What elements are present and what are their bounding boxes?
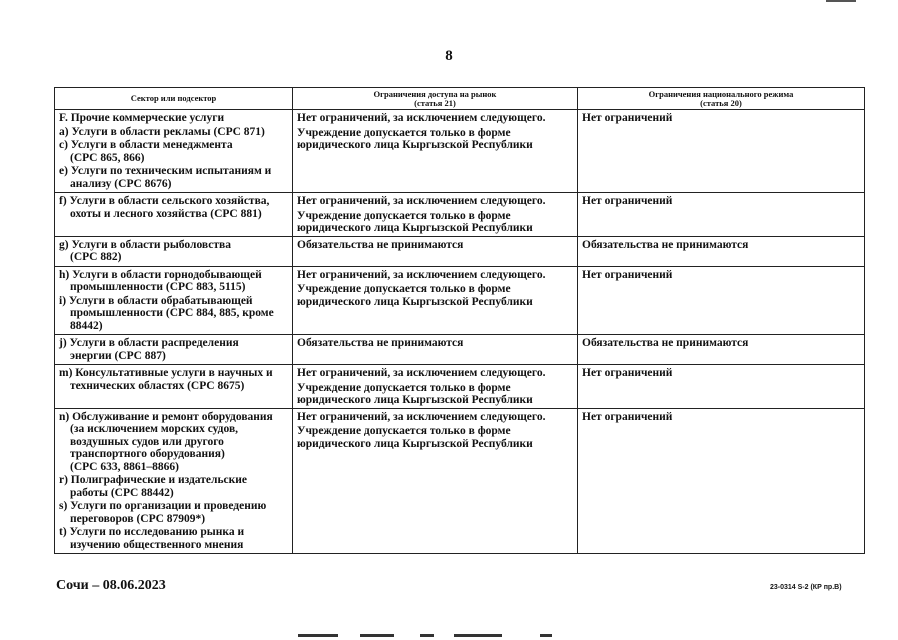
header-market-access-label: Ограничения доступа на рынок xyxy=(373,88,497,99)
national-treatment-text: Обязательства не принимаются xyxy=(582,337,749,349)
sector-item-line: (CPC 865, 866) xyxy=(70,151,145,164)
sector-item xyxy=(59,269,287,294)
national-treatment-text: Нет ограничений xyxy=(582,112,673,124)
sector-item-line: изучению общественного мнения xyxy=(70,538,244,551)
market-access-text: Учреждение допускается только в форме юридического лица Кыргызской Республики xyxy=(297,283,533,308)
national-treatment-cell xyxy=(578,335,865,365)
market-access-text: Учреждение допускается только в форме юридического лица Кыргызской Республики xyxy=(297,425,533,450)
national-treatment-cell xyxy=(578,408,865,554)
sector-cell xyxy=(55,110,293,193)
sector-item-line: c) Услуги в области менеджмента xyxy=(59,139,233,151)
header-national-treatment xyxy=(578,88,865,110)
sector-item xyxy=(59,337,287,362)
sector-item-line: r) Полиграфические и издательские xyxy=(59,474,248,486)
sector-item-line: (CPC 882) xyxy=(70,251,122,263)
national-treatment-text: Обязательства не принимаются xyxy=(582,238,749,251)
sector-item-line: охоты и лесного хозяйства (CPC 881) xyxy=(70,207,262,220)
sector-item xyxy=(59,165,287,190)
sector-item-line: (CPC 633, 8861–8866) xyxy=(70,460,179,473)
sector-item-line: технических областях (CPC 8675) xyxy=(70,379,245,392)
scan-mark xyxy=(298,634,338,637)
table-row xyxy=(55,110,865,193)
sector-item-line: 88442) xyxy=(70,319,103,332)
table-row xyxy=(55,408,865,554)
sector-cell xyxy=(55,193,293,237)
sector-item xyxy=(59,112,287,125)
sector-item-line: g) Услуги в области рыболовства xyxy=(59,238,231,251)
market-access-text: Обязательства не принимаются xyxy=(297,238,464,251)
national-treatment-text: Нет ограничений xyxy=(582,367,673,379)
sector-cell xyxy=(55,408,293,554)
market-access-cell xyxy=(293,110,578,193)
table-row xyxy=(55,193,865,237)
table-header-row xyxy=(55,88,865,110)
sector-item-line: e) Услуги по техническим испытаниям и xyxy=(59,165,272,177)
scan-mark xyxy=(540,634,552,637)
sector-item-line: промышленности (CPC 883, 5115) xyxy=(70,281,246,293)
sector-item-line: a) Услуги в области рекламы (CPC 871) xyxy=(59,125,265,138)
sector-item xyxy=(59,367,287,392)
sector-item xyxy=(59,239,287,264)
sector-item-line: h) Услуги в области горнодобывающей xyxy=(59,268,262,281)
market-access-text: Нет ограничений, за исключением следующего. xyxy=(297,410,546,423)
sector-item-line: переговоров (CPC 87909*) xyxy=(70,512,206,525)
market-access-cell xyxy=(293,408,578,554)
sector-cell xyxy=(55,266,293,335)
header-sector-label: Сектор или подсектор xyxy=(130,93,217,103)
sector-item-line: n) Обслуживание и ремонт оборудования xyxy=(59,410,273,423)
sector-item-line: промышленности (CPC 884, 885, кроме xyxy=(70,307,274,319)
sector-item-line: f) Услуги в области сельского хозяйства, xyxy=(59,195,270,207)
market-access-text: Обязательства не принимаются xyxy=(297,337,464,349)
market-access-text: Нет ограничений, за исключением следующего. xyxy=(297,195,546,207)
sector-item xyxy=(59,126,287,139)
national-treatment-text: Нет ограничений xyxy=(582,268,673,281)
sector-item-line: анализу (CPC 8676) xyxy=(70,177,172,190)
footer-doc-code: 23-0314 S-2 (КР пр.В) xyxy=(770,584,842,591)
market-access-cell xyxy=(293,193,578,237)
header-market-access xyxy=(293,88,578,110)
sector-item-line: s) Услуги по организации и проведению xyxy=(59,500,267,512)
national-treatment-cell xyxy=(578,266,865,335)
footer-place-date: Сочи – 08.06.2023 xyxy=(56,578,166,593)
sector-item xyxy=(59,295,287,333)
sector-item-line: транспортного оборудования) xyxy=(70,448,225,460)
sector-item-line: m) Консультативные услуги в научных и xyxy=(59,367,273,379)
header-national-label: Ограничения национального режима xyxy=(648,88,794,99)
market-access-text: Учреждение допускается только в форме юридического лица Кыргызской Республики xyxy=(297,381,533,406)
market-access-cell xyxy=(293,365,578,409)
sector-item xyxy=(59,139,287,164)
market-access-cell xyxy=(293,266,578,335)
market-access-text: Нет ограничений, за исключением следующего. xyxy=(297,367,546,379)
national-treatment-cell xyxy=(578,110,865,193)
national-treatment-text: Нет ограничений xyxy=(582,195,673,207)
sector-item xyxy=(59,474,287,499)
bottom-scan-marks xyxy=(0,632,898,640)
national-treatment-cell xyxy=(578,193,865,237)
scan-mark xyxy=(454,634,502,637)
table-row xyxy=(55,335,865,365)
table-body xyxy=(55,110,865,554)
sector-item xyxy=(59,195,287,220)
header-market-access-article: (статья 21) xyxy=(414,97,456,108)
sector-item-line: t) Услуги по исследованию рынка и xyxy=(59,526,245,538)
national-treatment-cell xyxy=(578,365,865,409)
national-treatment-cell xyxy=(578,236,865,266)
market-access-text: Учреждение допускается только в форме юридического лица Кыргызской Республики xyxy=(297,126,533,151)
sector-item-line: F. Прочие коммерческие услуги xyxy=(59,112,225,124)
market-access-cell xyxy=(293,236,578,266)
market-access-text: Нет ограничений, за исключением следующего. xyxy=(297,112,546,124)
sector-item-line: (за исключением морских судов, xyxy=(70,423,239,435)
page-number: 8 xyxy=(445,48,453,64)
sector-item-line: воздушных судов или другого xyxy=(70,435,224,448)
sector-cell xyxy=(55,236,293,266)
scan-mark xyxy=(360,634,394,637)
sector-item xyxy=(59,526,287,551)
sector-item-line: работы (CPC 88442) xyxy=(70,486,174,499)
table-row xyxy=(55,266,865,335)
sector-item xyxy=(59,500,287,525)
sector-item-line: i) Услуги в области обрабатывающей xyxy=(59,294,253,307)
header-national-article: (статья 20) xyxy=(700,97,742,108)
top-scan-mark xyxy=(826,0,856,2)
sector-cell xyxy=(55,335,293,365)
scan-mark xyxy=(420,634,434,637)
sector-item xyxy=(59,411,287,474)
national-treatment-text: Нет ограничений xyxy=(582,410,673,423)
table-row xyxy=(55,236,865,266)
sector-item-line: энергии (CPC 887) xyxy=(70,349,166,362)
market-access-text: Учреждение допускается только в форме юридического лица Кыргызской Республики xyxy=(297,209,533,234)
commitments-table xyxy=(54,87,865,554)
header-sector xyxy=(55,88,293,110)
market-access-text: Нет ограничений, за исключением следующего. xyxy=(297,268,546,281)
sector-item-line: j) Услуги в области распределения xyxy=(59,337,239,349)
sector-cell xyxy=(55,365,293,409)
table-row xyxy=(55,365,865,409)
market-access-cell xyxy=(293,335,578,365)
